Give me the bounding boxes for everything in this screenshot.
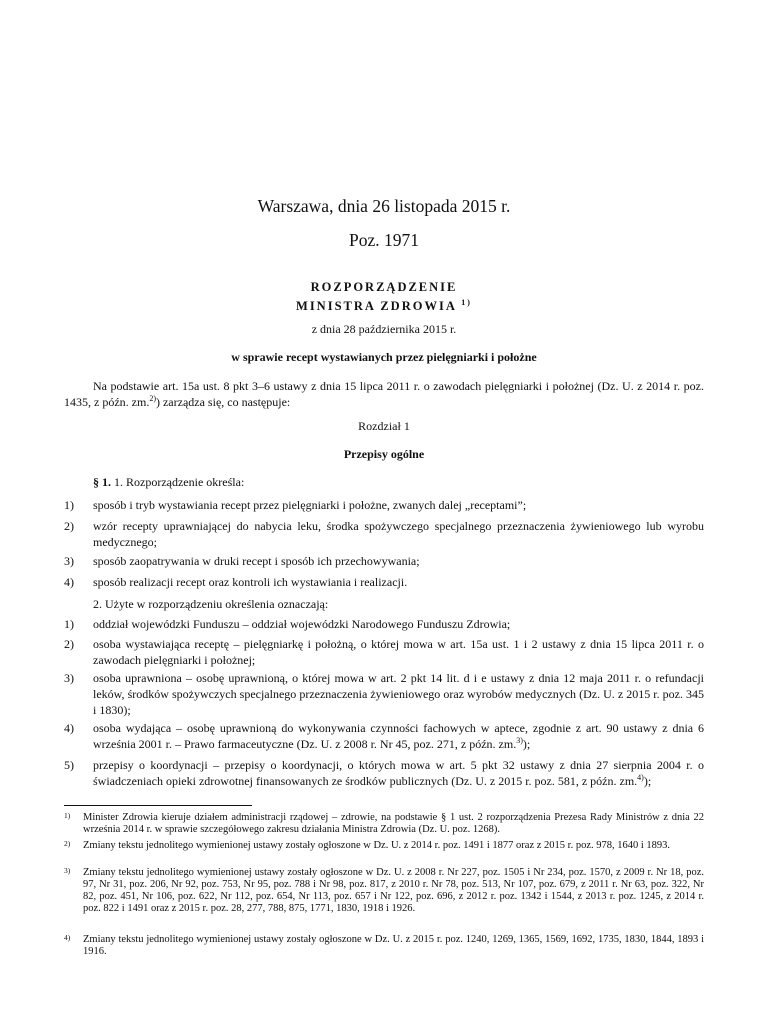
footnote-mark: 4) bbox=[64, 933, 71, 942]
item-text-main: osoba wydająca – osobę uprawnioną do wykonywania czynności fachowych w aptece, zgodnie z art. 90 ustawy z dnia 6 września 2001 r. – Prawo farmaceutyczne (Dz. U. z 2008 r. Nr 45, poz. 271, z późn. zm. bbox=[93, 721, 704, 751]
item-number: 3) bbox=[64, 554, 74, 568]
act-subject: w sprawie recept wystawianych przez pielęgniarki i położne bbox=[231, 350, 537, 364]
item-number: 2) bbox=[64, 519, 74, 533]
chapter-label: Rozdział 1 bbox=[358, 419, 410, 433]
item-text-end: ); bbox=[522, 737, 531, 751]
item-text: sposób zaopatrywania w druki recept i sposób ich przechowywania; bbox=[93, 554, 420, 568]
item-number: 4) bbox=[64, 721, 74, 735]
item-number: 1) bbox=[64, 617, 74, 631]
footnote-text: Zmiany tekstu jednolitego wymienionej ustawy zostały ogłoszone w Dz. U. z 2015 r. poz. 1240, 1269, 1365, 1569, 1692, 1735, 1830, 1844, 1893 i 1916. bbox=[83, 934, 704, 957]
act-date: z dnia 28 października 2015 r. bbox=[311, 322, 457, 336]
footnote-mark: 2) bbox=[64, 839, 71, 848]
act-issuer-name: MINISTRA ZDROWIA bbox=[296, 299, 457, 313]
footnote-separator bbox=[64, 805, 252, 806]
act-issuer bbox=[64, 299, 704, 314]
footnote-ref-3: 3) bbox=[516, 736, 523, 745]
footnote-text: Minister Zdrowia kieruje działem administracji rządowej – zdrowie, na podstawie § 1 ust. 2 rozporządzenia Prezesa Rady Ministrów z dnia 22 września 2014 r. w sprawie szczegółowego zakresu działania Ministra Zdrowia (Dz. U. poz. 1268). bbox=[83, 812, 704, 835]
chapter-title: Przepisy ogólne bbox=[343, 447, 425, 461]
item-text: sposób i tryb wystawiania recept przez pielęgniarki i położne, zwanych dalej „receptami”; bbox=[93, 498, 527, 512]
preamble bbox=[64, 378, 704, 410]
journal-date: Warszawa, dnia 26 listopada 2015 r. bbox=[257, 196, 511, 216]
footnote-mark: 3) bbox=[64, 866, 71, 875]
item-text: osoba wystawiająca receptę – pielęgniarkę i położną, o której mowa w art. 15a ust. 1 i 2 ustawy z dnia 15 lipca 2011 r. o zawodach pielęgniarki i położnej; bbox=[93, 637, 704, 667]
section-1-intro bbox=[64, 474, 704, 490]
act-kind: ROZPORZĄDZENIE bbox=[310, 280, 458, 294]
item-text-main: przepisy o koordynacji – przepisy o koordynacji, o których mowa w art. 5 pkt 32 ustawy z dnia 27 sierpnia 2004 r. o świadczeniach opieki zdrowotnej finansowanych ze środków publicznych (Dz. U. z 2015 r. poz. 581, z późn. zm. bbox=[93, 758, 704, 788]
footnote-ref-2: 2) bbox=[149, 394, 156, 403]
journal-position: Poz. 1971 bbox=[349, 230, 419, 250]
item-number: 1) bbox=[64, 498, 74, 512]
item-text bbox=[93, 757, 704, 789]
item-number: 5) bbox=[64, 758, 74, 772]
item-text: wzór recepty uprawniającej do nabycia leku, środka spożywczego specjalnego przeznaczenia żywieniowego lub wyrobu medycznego; bbox=[93, 519, 704, 549]
item-text: oddział wojewódzki Funduszu – oddział wojewódzki Narodowego Funduszu Zdrowia; bbox=[93, 617, 511, 631]
item-number: 2) bbox=[64, 637, 74, 651]
footnote-ref-4: 4) bbox=[637, 773, 644, 782]
footnote-text: Zmiany tekstu jednolitego wymienionej ustawy zostały ogłoszone w Dz. U. z 2008 r. Nr 227, poz. 1505 i Nr 234, poz. 1570, z 2009 r. Nr 18, poz. 97, Nr 31, poz. 206, Nr 92, poz. 753, Nr 95, poz. 788 i Nr 98, poz. 817, z 2010 r. Nr 78, poz. 513, Nr 107, poz. 679, z 2011 r. Nr 63, poz. 322, Nr 82, poz. 451, Nr 106, poz. 622, Nr 112, poz. 654, Nr 113, poz. 657 i Nr 122, poz. 696, z 2012 r. poz. 1342 i 1544, z 2013 r. poz. 1245, z 2014 r. poz. 822 i 1491 oraz z 2015 r. poz. 28, 277, 788, 875, 1771, 1830, 1918 i 1926. bbox=[83, 867, 704, 914]
item-text bbox=[93, 720, 704, 752]
section-mark: § 1. bbox=[93, 475, 111, 489]
item-number: 4) bbox=[64, 575, 74, 589]
section-1-intro-text: 1. Rozporządzenie określa: bbox=[114, 475, 245, 489]
preamble-text: Na podstawie art. 15a ust. 8 pkt 3–6 ustawy z dnia 15 lipca 2011 r. o zawodach pielęgniarki i położnej (Dz. U. z 2014 r. poz. 1435, z późn. zm. bbox=[64, 379, 704, 409]
item-text-end: ); bbox=[643, 774, 652, 788]
section-1-part-2-intro: 2. Użyte w rozporządzeniu określenia oznaczają: bbox=[93, 597, 329, 611]
item-text: sposób realizacji recept oraz kontroli ich wystawiania i realizacji. bbox=[93, 575, 408, 589]
footnote-mark: 1) bbox=[64, 811, 71, 820]
footnote-ref-1: 1) bbox=[461, 297, 472, 307]
item-number: 3) bbox=[64, 671, 74, 685]
item-text: osoba uprawniona – osobę uprawnioną, o której mowa w art. 2 pkt 14 lit. d i e ustawy z dnia 12 maja 2011 r. o refundacji leków, środków spożywczych specjalnego przeznaczenia żywieniowego oraz wyrobów medycznych (Dz. U. z 2015 r. poz. 345 i 1830); bbox=[93, 671, 704, 717]
footnote-text: Zmiany tekstu jednolitego wymienionej ustawy zostały ogłoszone w Dz. U. z 2014 r. poz. 1491 i 1877 oraz z 2015 r. poz. 978, 1640 i 1893. bbox=[83, 840, 671, 851]
preamble-text-end: ) zarządza się, co następuje: bbox=[155, 395, 291, 409]
